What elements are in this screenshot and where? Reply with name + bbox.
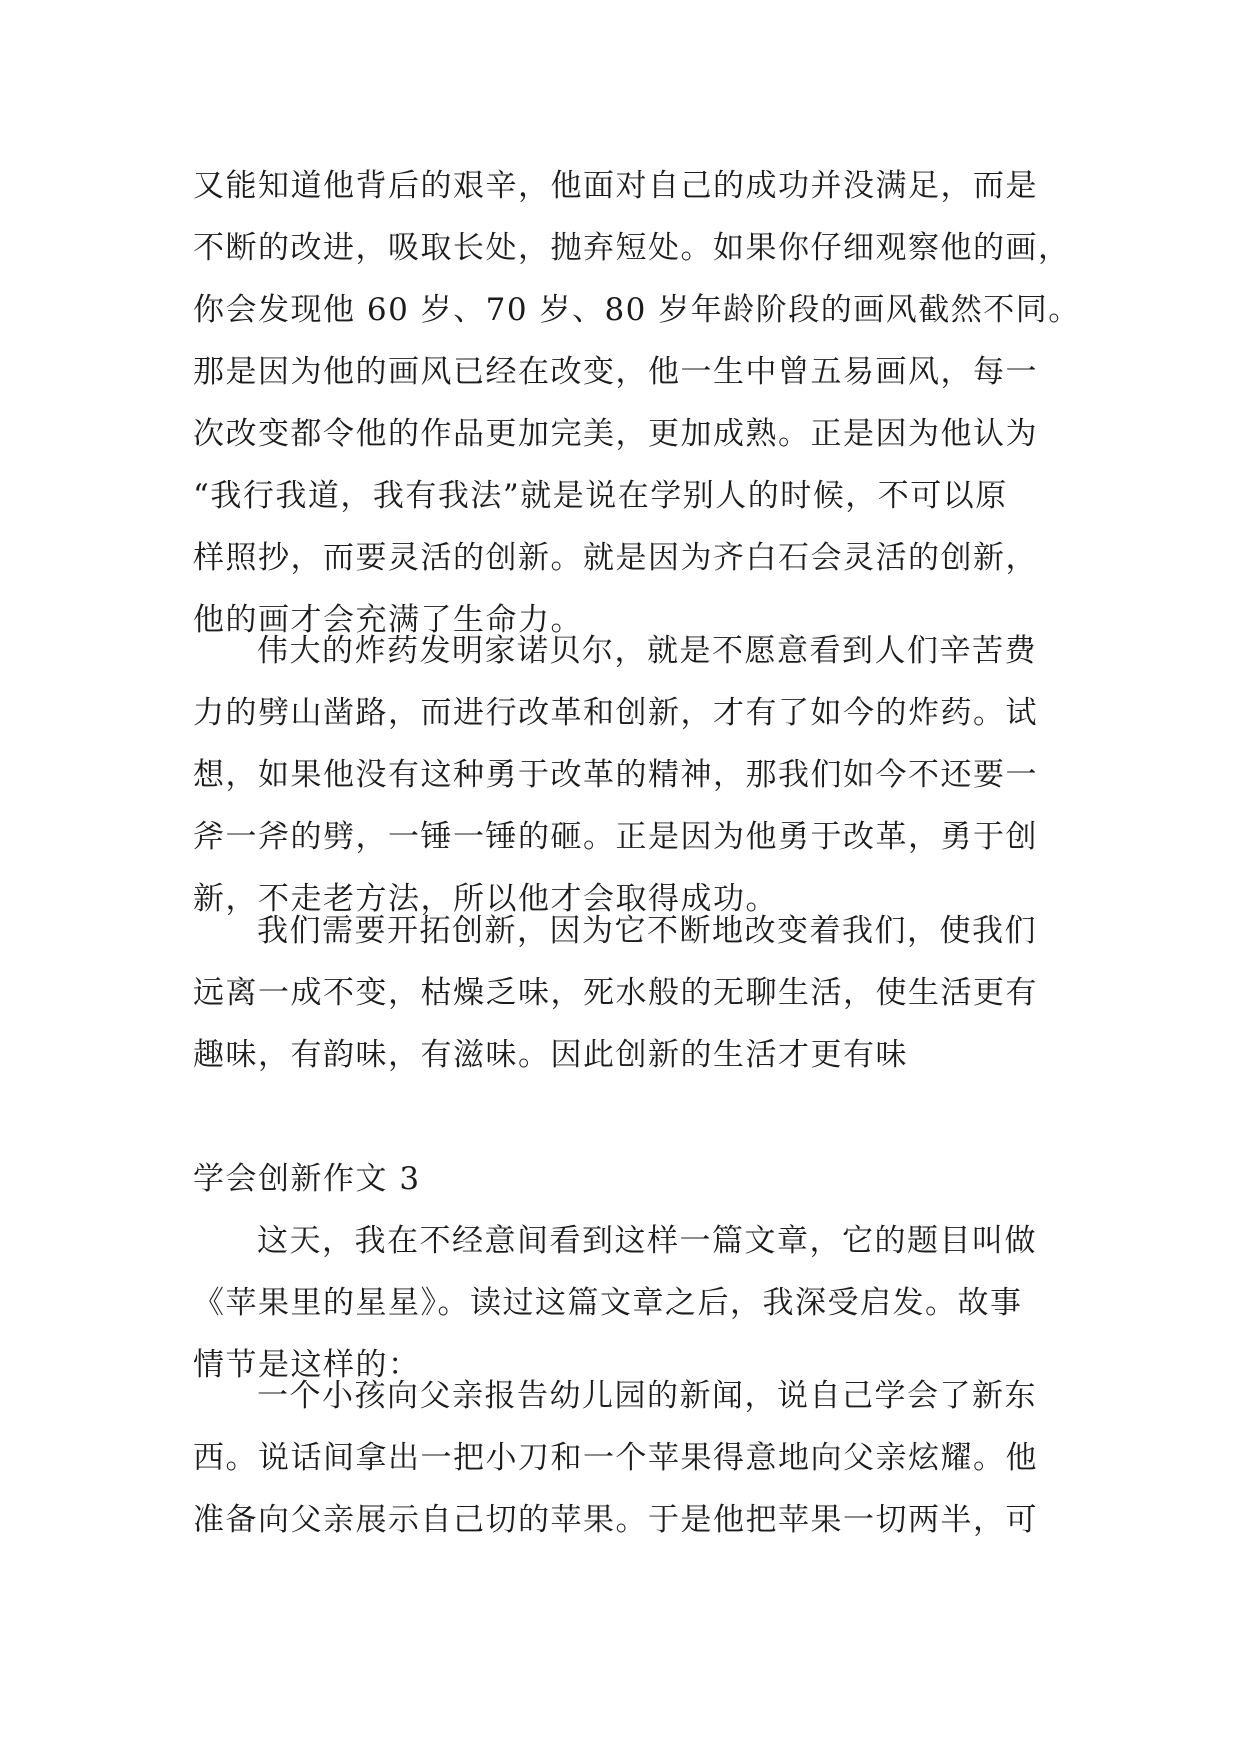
text-line: 远离一成不变，枯燥乏味，死水般的无聊生活，使生活更有	[193, 975, 1038, 1011]
text-line: 次改变都令他的作品更加完美，更加成熟。正是因为他认为	[193, 416, 1038, 452]
text-line: 他的画才会充满了生命力。	[193, 602, 583, 638]
paragraph-story	[193, 1365, 1063, 1551]
text-line-first	[193, 900, 1063, 962]
text-line: “我行我道，我有我法”就是说在学别人的时候，不可以原	[193, 478, 1008, 514]
text-line: 我们需要开拓创新，因为它不断地改变着我们，使我们	[257, 913, 1037, 949]
text-line: 力的劈山凿路，而进行改革和创新，才有了如今的炸药。试	[193, 695, 1038, 731]
paragraph-conclusion	[193, 900, 1063, 1086]
text-line: 准备向父亲展示自己切的苹果。于是他把苹果一切两半，可	[193, 1502, 1038, 1538]
text-line: 情节是这样的：	[193, 1347, 421, 1383]
text-line: 又能知道他背后的艰辛，他面对自己的成功并没满足，而是	[193, 168, 1038, 204]
text-line: 那是因为他的画风已经在改变，他一生中曾五易画风，每一	[193, 354, 1038, 390]
text-line: 趣味，有韵味，有滋味。因此创新的生活才更有味	[193, 1037, 908, 1073]
text-line: 西。说话间拿出一把小刀和一个苹果得意地向父亲炫耀。他	[193, 1440, 1038, 1476]
text-line-first	[193, 1210, 1063, 1272]
text-line: 样照抄，而要灵活的创新。就是因为齐白石会灵活的创新，	[193, 540, 1038, 576]
text-line: 你会发现他 60 岁、70 岁、80 岁年龄阶段的画风截然不同。	[193, 292, 1081, 328]
text-line: 伟大的炸药发明家诺贝尔，就是不愿意看到人们辛苦费	[257, 633, 1037, 669]
text-line: 斧一斧的劈，一锤一锤的砸。正是因为他勇于改革，勇于创	[193, 819, 1038, 855]
text-line: 想，如果他没有这种勇于改革的精神，那我们如今不还要一	[193, 757, 1038, 793]
text-line: 一个小孩向父亲报告幼儿园的新闻，说自己学会了新东	[257, 1378, 1037, 1414]
text-line: 不断的改进，吸取长处，抛弃短处。如果你仔细观察他的画，	[193, 230, 1071, 266]
text-line: 这天，我在不经意间看到这样一篇文章，它的题目叫做	[257, 1223, 1037, 1259]
text-line-first	[193, 620, 1063, 682]
paragraph-qi-baishi	[193, 155, 1081, 651]
text-line-first	[193, 1365, 1063, 1427]
text-line: 《苹果里的星星》。读过这篇文章之后，我深受启发。故事	[193, 1285, 1023, 1321]
section-heading: 学会创新作文 3	[193, 1161, 421, 1197]
paragraph-nobel	[193, 620, 1063, 930]
text-line: 新，不走老方法，所以他才会取得成功。	[193, 881, 778, 917]
